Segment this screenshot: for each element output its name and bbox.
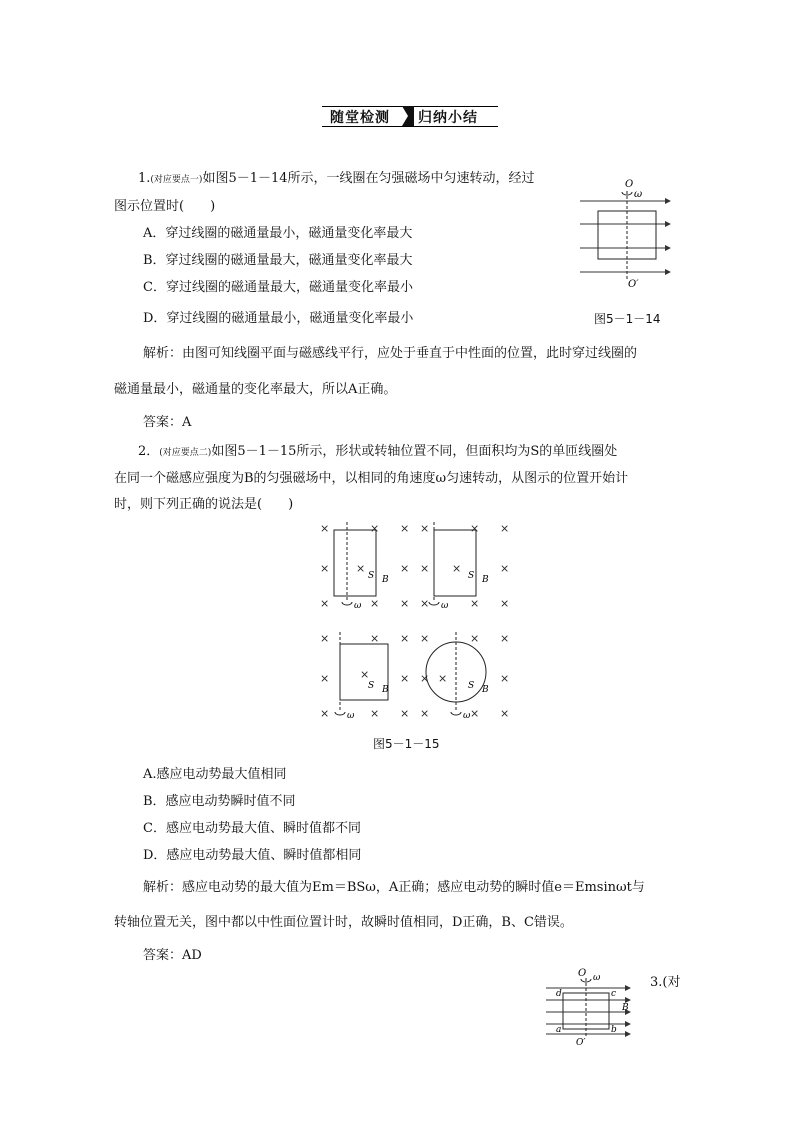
field-cross-icon: × xyxy=(420,562,430,575)
q1-answer: 答案：A xyxy=(143,415,192,430)
field-cross-icon: × xyxy=(500,597,510,610)
axis-bottom-label: O′ xyxy=(576,1038,586,1048)
s-label: S xyxy=(468,681,475,691)
axis-top-label: O xyxy=(578,968,587,979)
field-cross-icon: × xyxy=(438,672,448,685)
field-cross-icon: × xyxy=(356,562,366,575)
section-header xyxy=(322,106,498,128)
q2-option-b: B．感应电动势瞬时值不同 xyxy=(143,794,296,809)
field-cross-icon: × xyxy=(420,707,430,720)
omega-label: ω xyxy=(593,973,601,983)
q3-stem-start: 3.(对 xyxy=(650,975,681,990)
field-label: B xyxy=(622,1003,629,1013)
field-cross-icon: × xyxy=(320,562,330,575)
field-cross-icon: × xyxy=(320,672,330,685)
s-label: S xyxy=(468,571,475,581)
field-cross-icon: × xyxy=(400,597,410,610)
field-cross-icon: × xyxy=(500,707,510,720)
field-cross-icon: × xyxy=(370,522,380,535)
q2-stem-line1: 2．(对应要点二)如图5－1－15所示，形状或转轴位置不同，但面积均为S的单匝线圈处 xyxy=(138,444,618,459)
omega-label: ω xyxy=(441,601,449,611)
b-label: B xyxy=(382,575,389,585)
q1-option-b: B．穿过线圈的磁通量最大，磁通量变化率最大 xyxy=(143,253,413,268)
b-label: B xyxy=(382,685,389,695)
q1-figure-caption: 图5－1－14 xyxy=(594,312,661,326)
q1-option-a: A．穿过线圈的磁通量最小，磁通量变化率最大 xyxy=(143,226,413,241)
axis-bottom-label: O′ xyxy=(628,279,639,290)
field-cross-icon: × xyxy=(400,672,410,685)
field-cross-icon: × xyxy=(320,632,330,645)
omega-label: ω xyxy=(347,711,355,721)
field-cross-icon: × xyxy=(470,632,480,645)
omega-label: ω xyxy=(354,601,362,611)
q2-stem-line2: 在同一个磁感应强度为B的匀强磁场中，以相同的角速度ω匀速转动，从图示的位置开始计 xyxy=(114,471,629,486)
q1-stem-line2: 图示位置时( ) xyxy=(114,199,216,214)
field-cross-icon: × xyxy=(470,597,480,610)
b-label: B xyxy=(482,685,489,695)
field-cross-icon: × xyxy=(400,707,410,720)
field-cross-icon: × xyxy=(360,668,370,681)
field-cross-icon: × xyxy=(320,522,330,535)
field-cross-icon: × xyxy=(400,632,410,645)
field-cross-icon: × xyxy=(320,707,330,720)
figure-q3 xyxy=(538,966,638,1046)
field-cross-icon: × xyxy=(370,707,380,720)
header-divider-flag xyxy=(402,106,414,126)
field-cross-icon: × xyxy=(420,597,430,610)
field-cross-icon: × xyxy=(420,522,430,535)
omega-label: ω xyxy=(634,189,643,200)
s-label: S xyxy=(368,681,375,691)
corner-b: b xyxy=(611,1025,617,1035)
b-label: B xyxy=(482,575,489,585)
field-cross-icon: × xyxy=(320,597,330,610)
figure-5-1-14 xyxy=(578,176,678,291)
corner-c: c xyxy=(611,989,617,999)
rotation-arrow-icon xyxy=(429,602,439,605)
q2-option-d: D．感应电动势最大值、瞬时值都相同 xyxy=(143,848,362,863)
field-cross-icon: × xyxy=(452,562,462,575)
corner-a: a xyxy=(556,1025,562,1035)
field-cross-icon: × xyxy=(500,522,510,535)
q1-option-d: D．穿过线圈的磁通量最小，磁通量变化率最小 xyxy=(143,311,414,326)
q1-option-c: C．穿过线圈的磁通量最大，磁通量变化率最小 xyxy=(143,280,413,295)
axis-top-label: O xyxy=(625,179,634,190)
field-cross-icon: × xyxy=(470,522,480,535)
q2-analysis-line2: 转轴位置无关，图中都以中性面位置计时，故瞬时值相同，D正确，B、C错误。 xyxy=(114,915,573,930)
q2-option-a: A.感应电动势最大值相同 xyxy=(143,767,287,782)
q2-tag: (对应要点二) xyxy=(159,448,212,458)
rotation-arrow-icon xyxy=(335,712,345,715)
field-cross-icon: × xyxy=(500,632,510,645)
field-cross-icon: × xyxy=(370,632,380,645)
header-right: 归纳小结 xyxy=(418,110,478,126)
q2-stem-line3: 时，则下列正确的说法是( ) xyxy=(114,497,294,512)
q1-stem-line1: 1.(对应要点一)如图5－1－14所示，一线圈在匀强磁场中匀速转动，经过 xyxy=(138,171,535,186)
s-label: S xyxy=(368,571,375,581)
rotation-arrow-icon xyxy=(342,602,352,605)
q1-analysis-line2: 磁通量最小，磁通量的变化率最大，所以A正确。 xyxy=(114,382,397,397)
field-cross-icon: × xyxy=(400,522,410,535)
rotation-arrow-icon xyxy=(451,712,461,715)
field-cross-icon: × xyxy=(500,562,510,575)
corner-d: d xyxy=(556,989,562,999)
coil-1 xyxy=(334,530,376,596)
field-cross-icon: × xyxy=(420,672,430,685)
omega-label: ω xyxy=(463,711,471,721)
header-left: 随堂检测 xyxy=(330,110,390,126)
q2-option-c: C．感应电动势最大值、瞬时值都不同 xyxy=(143,821,361,836)
field-cross-icon: × xyxy=(500,672,510,685)
figure-5-1-15 xyxy=(316,520,510,721)
q1-analysis-line1: 解析：由图可知线圈平面与磁感线平行，应处于垂直于中性面的位置，此时穿过线圈的 xyxy=(143,346,638,361)
q1-tag: (对应要点一) xyxy=(150,175,203,185)
field-cross-icon: × xyxy=(470,707,480,720)
field-cross-icon: × xyxy=(400,562,410,575)
q2-figure-caption: 图5－1－15 xyxy=(373,737,440,751)
q2-answer: 答案：AD xyxy=(143,948,202,963)
field-cross-icon: × xyxy=(370,597,380,610)
q2-analysis-line1: 解析：感应电动势的最大值为Em＝BSω，A正确；感应电动势的瞬时值e＝Emsinωt与 xyxy=(143,880,645,895)
field-cross-icon: × xyxy=(420,632,430,645)
